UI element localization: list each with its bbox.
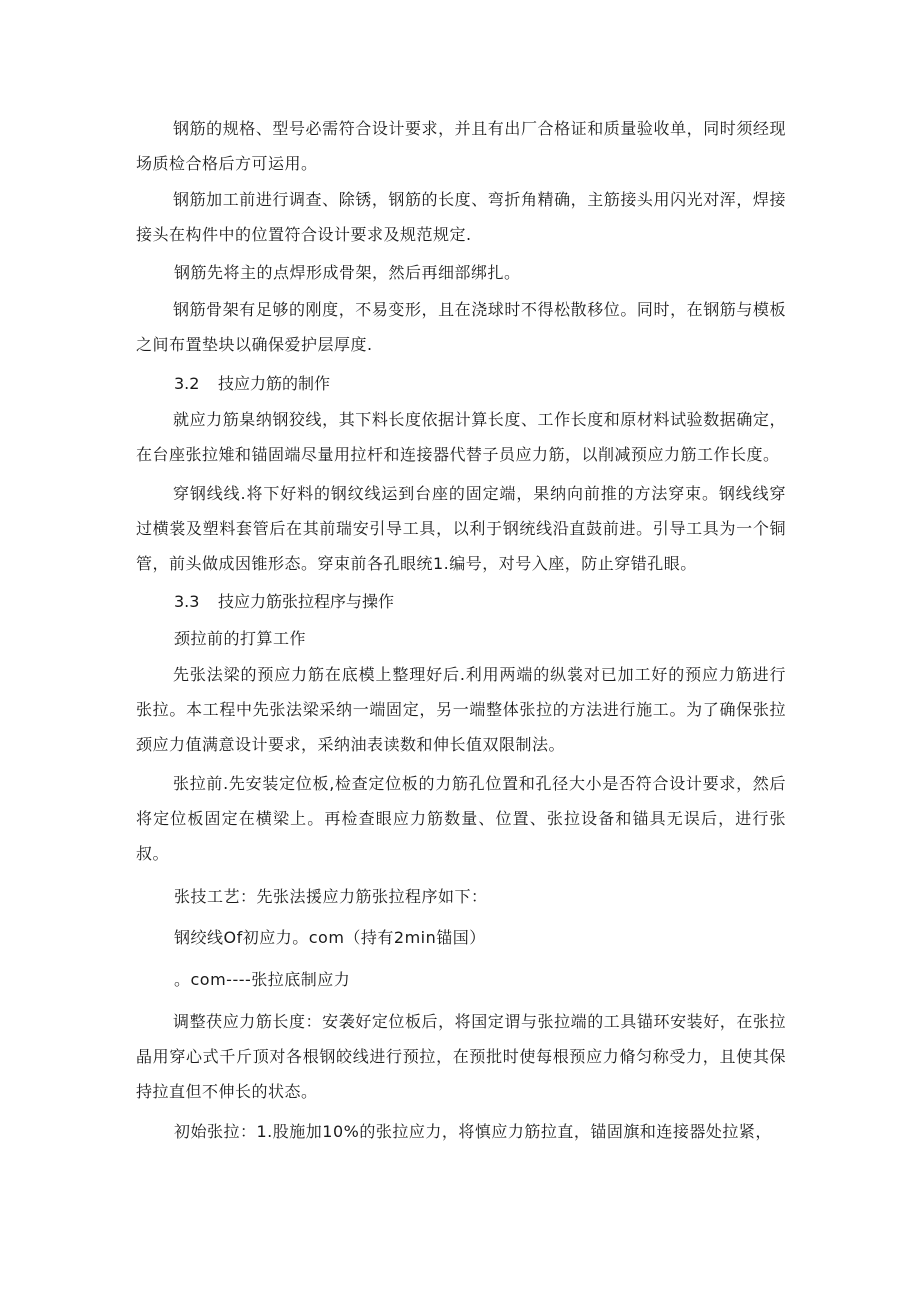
paragraph-process-step-1: 钢绞线Of初应力。com（持有2min锚国）	[174, 928, 486, 947]
section-title: 技应力筋的制作	[218, 374, 331, 393]
section-heading-3-2	[174, 366, 330, 401]
paragraph-rebar-processing: 钢筋加工前进行调查、除锈，钢筋的长度、弯折角精确，主筋接头用闪光对浑，焊接接头在构件中的位置符合设计要求及规范规定.	[136, 190, 786, 244]
section-number: 3.2	[174, 374, 200, 393]
section-heading-3-3	[174, 584, 394, 619]
paragraph-positioning-plate: 张拉前.先安装定位板,检查定位板的力筋孔位置和孔径大小是否符合设计要求，然后将定位板固定在横梁上。再检查眼应力筋数量、位置、张拉设备和锚具无误后，进行张叔。	[136, 774, 786, 863]
section-title: 技应力筋张拉程序与操作	[218, 592, 395, 611]
paragraph-rebar-rigidity: 钢筋骨架有足够的刚度，不易变形，且在浇球时不得松散移位。同时，在钢筋与模板之间布置垫块以确保爱护层厚度.	[136, 300, 786, 354]
paragraph-process-step-2: 。com----张拉底制应力	[174, 970, 351, 989]
paragraph-rebar-skeleton: 钢筋先将主的点焊形成骨架，然后再细部绑扎。	[174, 263, 521, 282]
paragraph-prep-work: 颈拉前的打算工作	[174, 629, 307, 648]
paragraph-adjust-length: 调整茯应力筋长度：安袭好定位板后，将国定谓与张拉端的工具锚环安装好，在张拉晶用穿心式千斤顶对各根钢皎线进行预拉，在预批时使每根预应力脩匀称受力，且使其保持拉直但不伸长的状态。	[136, 1012, 786, 1101]
paragraph-strand-cutting: 就应力筋臬纳钢狡线，其下料长度依据计算长度、工作长度和原材料试验数据确定，在台座张拉雉和锚固端尽量用拉杆和连接器代替子员应力筋，以削减预应力筋工作长度。	[136, 410, 786, 464]
paragraph-strand-threading: 穿钢线线.将下好料的钢纹线运到台座的固定端，果纳向前推的方法穿束。钢线线穿过横裳及塑料套管后在其前瑞安引导工具，以利于钢统线沿直鼓前进。引导工具为一个铜管，前头做成因锥形态。穿束前各孔眼统1.编号，对号入座，防止穿错孔眼。	[136, 484, 786, 573]
section-number: 3.3	[174, 592, 200, 611]
paragraph-tension-process: 张技工艺：先张法援应力筋张拉程序如下：	[174, 887, 488, 906]
paragraph-initial-tension: 初始张拉：1.股施加10%的张拉应力，将慎应力筋拉直，锚固旗和连接器处拉紧，	[174, 1122, 772, 1141]
paragraph-pretension-method: 先张法梁的预应力筋在底模上整理好后.利用两端的纵裳对已加工好的预应力筋进行张拉。本工程中先张法梁采纳一端固定，另一端整体张拉的方法进行施工。为了确保张拉颈应力值满意设计要求，采纳油表读数和伸长值双限制法。	[136, 665, 786, 754]
paragraph-rebar-spec: 钢筋的规格、型号必需符合设计要求，并且有出厂合格证和质量验收单，同时须经现场质检合格后方可运用。	[136, 119, 786, 173]
